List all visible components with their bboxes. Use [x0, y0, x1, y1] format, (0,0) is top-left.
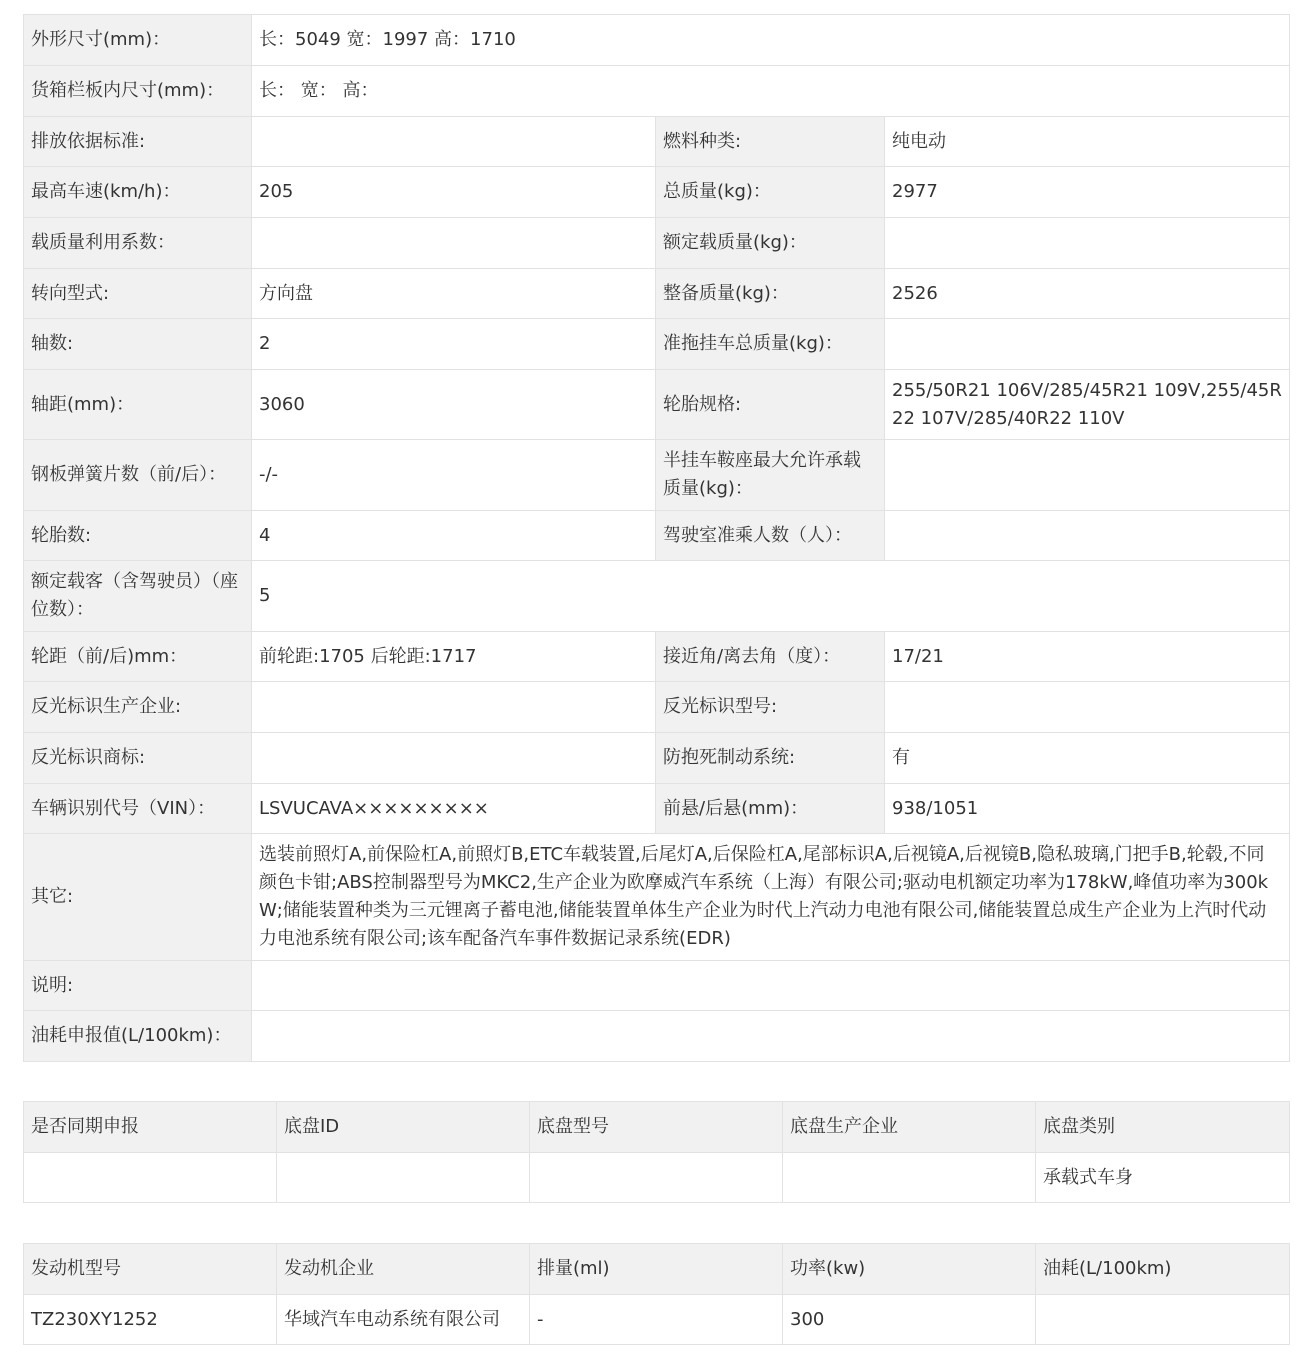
rated-load-value: [885, 218, 1290, 269]
vin-label: 车辆识别代号（VIN）：: [24, 784, 252, 834]
engine-cell-model: TZ230XY1252: [24, 1295, 277, 1345]
other-label: 其它:: [24, 834, 252, 961]
note-value: [252, 961, 1290, 1011]
leaf-spring-label: 钢板弹簧片数（前/后）：: [24, 440, 252, 511]
engine-header-model: 发动机型号: [24, 1244, 277, 1295]
rated-passengers-value: 5: [252, 561, 1290, 632]
reflector-maker-value: [252, 682, 656, 733]
reflector-model-label: 反光标识型号:: [656, 682, 885, 733]
rated-load-label: 额定载质量(kg)：: [656, 218, 885, 269]
spec-row-note: [24, 961, 1290, 1011]
abs-value: 有: [885, 733, 1290, 784]
tire-spec-label: 轮胎规格:: [656, 370, 885, 440]
chassis-header-row: [24, 1102, 1290, 1153]
spec-row-speed: [24, 167, 1290, 218]
fuel-label: 燃料种类:: [656, 117, 885, 167]
engine-header-power: 功率(kw): [783, 1244, 1036, 1295]
engine-cell-maker: 华域汽车电动系统有限公司: [277, 1295, 530, 1345]
spec-row-track: [24, 632, 1290, 682]
emission-label: 排放依据标准:: [24, 117, 252, 167]
abs-label: 防抱死制动系统:: [656, 733, 885, 784]
total-mass-label: 总质量(kg)：: [656, 167, 885, 218]
angle-value: 17/21: [885, 632, 1290, 682]
rated-passengers-label: 额定载客（含驾驶员）（座位数）：: [24, 561, 252, 632]
spec-row-vin: [24, 784, 1290, 834]
engine-data-row: [24, 1295, 1290, 1345]
overhang-value: 938/1051: [885, 784, 1290, 834]
spec-row-reflector-brand: [24, 733, 1290, 784]
spec-row-reflector-maker: [24, 682, 1290, 733]
cargo-label: 货箱栏板内尺寸(mm)：: [24, 66, 252, 117]
overhang-label: 前悬/后悬(mm)：: [656, 784, 885, 834]
chassis-header-concurrent: 是否同期申报: [24, 1102, 277, 1153]
total-mass-value: 2977: [885, 167, 1290, 218]
track-value: 前轮距:1705 后轮距:1717: [252, 632, 656, 682]
cab-passengers-value: [885, 511, 1290, 561]
spec-row-leaf-spring: [24, 440, 1290, 511]
chassis-cell-model: [530, 1153, 783, 1203]
cab-passengers-label: 驾驶室准乘人数（人）：: [656, 511, 885, 561]
spec-row-dimensions: [24, 15, 1290, 66]
axles-value: 2: [252, 319, 656, 370]
track-label: 轮距（前/后)mm：: [24, 632, 252, 682]
reflector-brand-value: [252, 733, 656, 784]
tires-count-label: 轮胎数:: [24, 511, 252, 561]
max-speed-label: 最高车速(km/h)：: [24, 167, 252, 218]
other-value: 选装前照灯A,前保险杠A,前照灯B,ETC车载装置,后尾灯A,后保险杠A,尾部标识A,后视镜A,后视镜B,隐私玻璃,门把手B,轮毂,不同颜色卡钳;ABS控制器型号为MKC2,生产企业为欧摩威汽车系统（上海）有限公司;驱动电机额定功率为178kW,峰值功率为300kW;储能装置种类为三元锂离子蓄电池,储能装置单体生产企业为时代上汽动力电池有限公司,储能装置总成生产企业为上汽时代动力电池系统有限公司;该车配备汽车事件数据记录系统(EDR): [252, 834, 1290, 961]
curb-mass-value: 2526: [885, 269, 1290, 319]
chassis-header-category: 底盘类别: [1036, 1102, 1290, 1153]
fuel-value: 纯电动: [885, 117, 1290, 167]
spec-row-fuel-consumption: [24, 1011, 1290, 1062]
engine-header-row: [24, 1244, 1290, 1295]
spec-row-tires: [24, 511, 1290, 561]
wheelbase-label: 轴距(mm)：: [24, 370, 252, 440]
vehicle-spec-table: [23, 14, 1290, 1062]
load-util-label: 载质量利用系数：: [24, 218, 252, 269]
spec-row-rated-passengers: [24, 561, 1290, 632]
leaf-spring-value: -/-: [252, 440, 656, 511]
steering-value: 方向盘: [252, 269, 656, 319]
spec-row-other: [24, 834, 1290, 961]
engine-table: [23, 1243, 1290, 1345]
fuel-consumption-value: [252, 1011, 1290, 1062]
chassis-table: [23, 1101, 1290, 1203]
saddle-label: 半挂车鞍座最大允许承载质量(kg)：: [656, 440, 885, 511]
vin-value: LSVUCAVA×××××××××: [252, 784, 656, 834]
load-util-value: [252, 218, 656, 269]
angle-label: 接近角/离去角（度）：: [656, 632, 885, 682]
reflector-brand-label: 反光标识商标:: [24, 733, 252, 784]
spec-row-wheelbase: [24, 370, 1290, 440]
engine-cell-fuel: [1036, 1295, 1290, 1345]
chassis-data-row: [24, 1153, 1290, 1203]
chassis-cell-concurrent: [24, 1153, 277, 1203]
spec-row-load: [24, 218, 1290, 269]
chassis-header-model: 底盘型号: [530, 1102, 783, 1153]
tire-spec-value: 255/50R21 106V/285/45R21 109V,255/45R22 107V/285/40R22 110V: [885, 370, 1290, 440]
fuel-consumption-label: 油耗申报值(L/100km)：: [24, 1011, 252, 1062]
trailer-mass-label: 准拖挂车总质量(kg)：: [656, 319, 885, 370]
engine-cell-power: 300: [783, 1295, 1036, 1345]
steering-label: 转向型式:: [24, 269, 252, 319]
trailer-mass-value: [885, 319, 1290, 370]
max-speed-value: 205: [252, 167, 656, 218]
engine-cell-displacement: -: [530, 1295, 783, 1345]
spec-row-emission: [24, 117, 1290, 167]
tires-count-value: 4: [252, 511, 656, 561]
wheelbase-value: 3060: [252, 370, 656, 440]
cargo-value: 长： 宽： 高：: [252, 66, 1290, 117]
engine-header-displacement: 排量(ml): [530, 1244, 783, 1295]
axles-label: 轴数:: [24, 319, 252, 370]
engine-header-maker: 发动机企业: [277, 1244, 530, 1295]
spec-row-cargo: [24, 66, 1290, 117]
curb-mass-label: 整备质量(kg)：: [656, 269, 885, 319]
engine-header-fuel: 油耗(L/100km): [1036, 1244, 1290, 1295]
dimensions-label: 外形尺寸(mm)：: [24, 15, 252, 66]
spec-row-axles: [24, 319, 1290, 370]
chassis-cell-category: 承载式车身: [1036, 1153, 1290, 1203]
note-label: 说明:: [24, 961, 252, 1011]
dimensions-value: 长：5049 宽：1997 高：1710: [252, 15, 1290, 66]
chassis-cell-id: [277, 1153, 530, 1203]
spec-row-steering: [24, 269, 1290, 319]
emission-value: [252, 117, 656, 167]
saddle-value: [885, 440, 1290, 511]
chassis-header-id: 底盘ID: [277, 1102, 530, 1153]
chassis-header-maker: 底盘生产企业: [783, 1102, 1036, 1153]
reflector-model-value: [885, 682, 1290, 733]
reflector-maker-label: 反光标识生产企业:: [24, 682, 252, 733]
chassis-cell-maker: [783, 1153, 1036, 1203]
